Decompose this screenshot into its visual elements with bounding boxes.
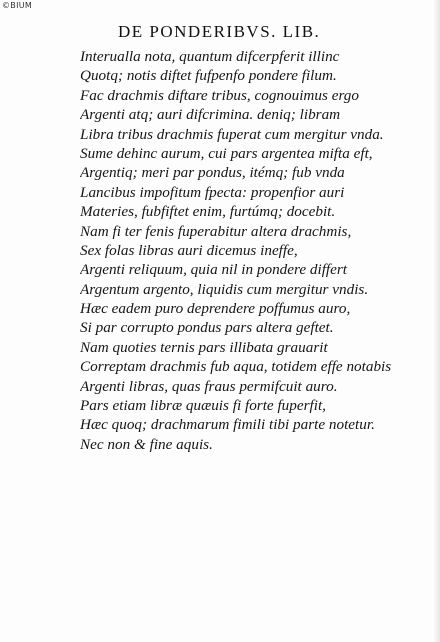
- verse-line: Correptam drachmis fub aqua, totidem effe notabis: [80, 358, 392, 376]
- verse-line: Nam quoties ternis pars illibata grauarit: [80, 338, 328, 356]
- verse-line: Interualla nota, quantum difcerpferit illinc: [80, 48, 340, 65]
- verse-line: Argenti libras, quas fraus permifcuit auro.: [80, 377, 338, 395]
- verse-line: Argentiq; meri par pondus, itémq; fub vnda: [80, 164, 345, 182]
- verse-line: Si par corrupto pondus pars altera geftet.: [80, 319, 334, 337]
- verse-line: Fac drachmis diftare tribus, cognouimus ergo: [80, 86, 359, 104]
- verse-line: Quotq; notis diftet fufpenfo pondere filum.: [80, 67, 337, 85]
- verse-line: Pars etiam libræ quæuis fi forte fuperfit,: [80, 397, 326, 415]
- verse-line: Hæc quoq; drachmarum fimili tibi parte notetur.: [80, 416, 375, 434]
- verse-block: [80, 47, 432, 454]
- verse-line: Argentum argento, liquidis cum mergitur vndis.: [80, 280, 369, 298]
- verse-line: Argenti atq; auri difcrimina. deniq; libram: [80, 106, 341, 124]
- verse-line: Libra tribus drachmis fuperat cum mergitur vnda.: [80, 125, 384, 143]
- verse-line: Nam fi ter fenis fuperabitur altera drachmis,: [80, 222, 352, 240]
- page-edge-shadow: [434, 0, 440, 642]
- verse-line: Sume dehinc aurum, cui pars argentea mifta eft,: [80, 144, 373, 162]
- watermark: ©BIUM: [2, 1, 33, 10]
- verse-line: Nec non & fine aquis.: [80, 435, 213, 453]
- verse-line: Lancibus impofitum fpecta: propenfior auri: [80, 183, 345, 201]
- verse-line: Sex folas libras auri dicemus ineffe,: [80, 241, 298, 259]
- verse-line: Argenti reliquum, quia nil in pondere differt: [80, 261, 348, 279]
- verse-line: Hæc eadem puro deprendere poffumus auro,: [80, 300, 351, 318]
- verse-line: Materies, fubfiftet enim, furtúmq; docebit.: [80, 203, 336, 221]
- running-header: DE PONDERIBVS. LIB.: [118, 22, 321, 41]
